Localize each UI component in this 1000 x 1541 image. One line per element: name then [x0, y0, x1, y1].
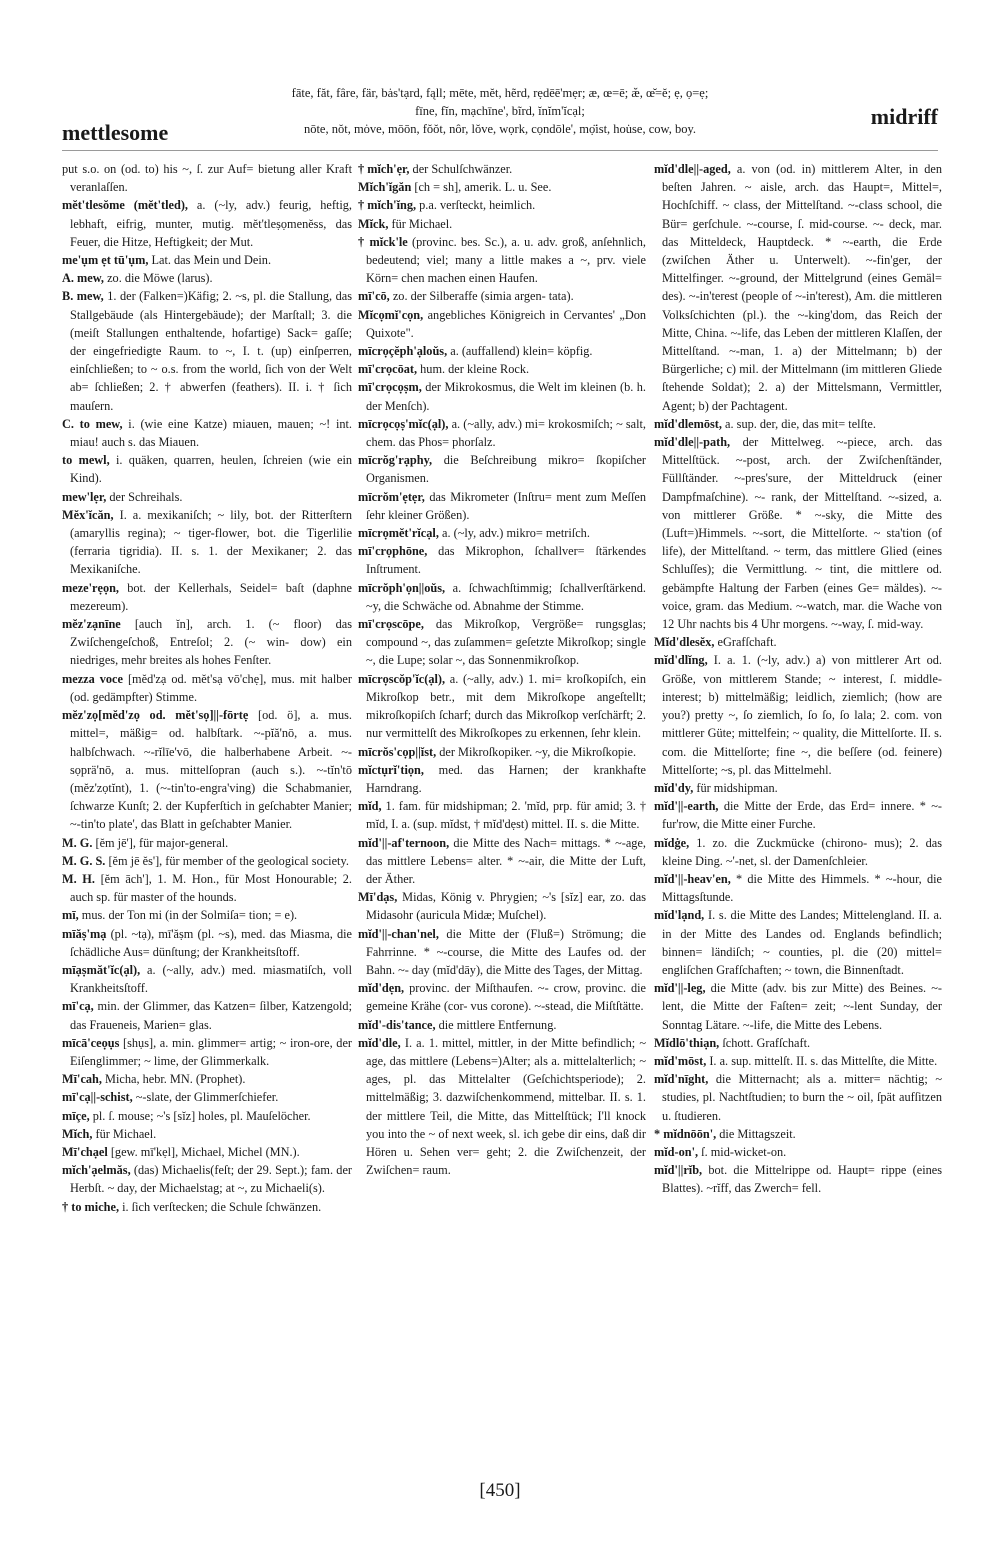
dictionary-entry [654, 779, 942, 797]
dictionary-entry [358, 615, 646, 670]
entry-headword: mĭctụrĭ'tiọn, [358, 762, 424, 777]
entry-headword: mĭd, [358, 799, 382, 814]
dictionary-entry [654, 906, 942, 979]
entry-definition: I. a. sup. mittelſt. II. s. das Mittelſte, die Mitte. [706, 1053, 938, 1068]
entry-definition: ~-slate, der Glimmerſchiefer. [132, 1090, 279, 1105]
dictionary-entry [62, 415, 352, 451]
entry-definition: [od. ö], a. mus. mittel=, mäßig= od. halbſtark. ~-pĭă'nō, a. mus. halbſchwach. ~-rĭlīe'vō, die halberhabene Arbeit. ~-sọprä'nō, a. mus. mittelſopran (auch s.). ~-tĭn'tō (mĕz'zọtĭnt), 1. (~-tin'to-engra'ving) die Schabmanier, ſchwarze Kunſt; 2. der Kupferſtich in geſchabter Manier; ~-tin'to plate', das Blatt in geſchabter Manier. [70, 708, 352, 832]
entry-definition: bot. der Kellerhals, Seidel= baſt (daphne mezereum). [70, 580, 352, 613]
entry-definition: i. ſich verſtecken; die Schule ſchwänzen. [119, 1199, 322, 1214]
entry-definition: a. (~ally, adv.) med. miasmatiſch, voll Krankheitsſtoff. [70, 962, 352, 996]
dictionary-entry [62, 160, 352, 196]
dictionary-entry [358, 1034, 646, 1180]
entry-definition: [ĕm āch'], 1. M. Hon., für Most Honourable; 2. auch sp. für master of the hounds. [70, 871, 352, 905]
dictionary-entry [358, 360, 646, 378]
entry-definition: das Mikroſkop, Vergröße= rungsglas; compound ~, das zuſammen= geſetzte Mikroſkop; single ~, die Lupe; solar ~, das Sonnenmikroſkop. [366, 617, 646, 668]
dictionary-entry [358, 233, 646, 288]
entry-headword: mĭd'||rĭb, [654, 1163, 703, 1178]
dictionary-entry [358, 670, 646, 743]
dictionary-entry [358, 415, 646, 451]
dictionary-entry [358, 797, 646, 833]
entry-definition: eGrafſchaft. [714, 635, 777, 650]
entry-headword: Mĭd'dlesĕx, [654, 635, 715, 650]
entry-definition: zo. der Silberaffe (simia argen- tata). [389, 289, 574, 304]
entry-definition: für Michael. [92, 1126, 157, 1141]
entry-headword: mĭd'mōst, [654, 1053, 707, 1068]
dictionary-entry [62, 870, 352, 906]
dictionary-entry [654, 633, 942, 651]
header-rule [62, 150, 938, 151]
entry-headword: † mĭch'ẹr, [358, 162, 410, 176]
entry-headword: mĭd'dy, [654, 780, 694, 795]
dictionary-entry [62, 488, 352, 506]
dictionary-column-3 [654, 160, 942, 1198]
dictionary-entry [358, 451, 646, 487]
entry-headword: to mewl, [62, 453, 110, 468]
entry-headword: † mĭch'ĭng, [358, 198, 417, 213]
dictionary-entry [654, 415, 942, 433]
pronunciation-key-line: nōte, nŏt, mȯve, mōōn, fŏŏt, nôr, lŏve, wọrk, cọndōle', mọ̈ist, hou̇se, cow, boy. [303, 122, 697, 136]
entry-headword: Mī'cah, [62, 1072, 102, 1087]
dictionary-entry [62, 269, 352, 287]
entry-definition: i. (wie eine Katze) miauen, mauen; ~! int. miau! auch s. das Miauen. [70, 416, 352, 450]
dictionary-entry [654, 834, 942, 870]
entry-definition: a. (~ally, adv.) mi= krokosmiſch; ~ salt, chem. das Phos= phorſalz. [366, 416, 646, 450]
entry-definition: a. (~ally, adv.) 1. mi= kroſkopiſch, ein Mikroſkop betr., mit dem Mikroſkope angeſtellt; mikroſkopiſch ſcharf; durch das Mikroſkop verſchärft; 2. nur vermittelſt des Mikroſkopes zu erkennen, ſehr klein. [366, 671, 646, 741]
entry-headword: mĭd'-dis'tance, [358, 1017, 436, 1032]
dictionary-entry [654, 797, 942, 833]
entry-definition: die Mitte des Nach= mittags. * ~-age, das mittlere Lebens= alter. * ~-air, die Mitte der Luft, der Äther. [366, 835, 646, 886]
entry-definition: 1. zo. die Zuckmücke (chirono- mus); 2. das kleine Ding. ~'-net, sl. der Damenſchleier. [662, 835, 942, 868]
entry-headword: Mĭch'ĭgăn [358, 180, 412, 195]
entry-headword: meze'rẹọn, [62, 580, 120, 595]
entry-headword: mī'crọscōpe, [358, 617, 424, 632]
entry-headword: mew'lẹr, [62, 489, 107, 504]
dictionary-entry [358, 378, 646, 414]
entry-definition: I. a. mexikaniſch; ~ lily, bot. der Ritterſtern (amaryllis regina); ~ tiger-flower, bot. die Tigerlilie (ferraria tigridia). II. s. 1. der Mexikaner; 2. das Mexikaniſche. [70, 507, 352, 577]
entry-headword: mīạṣmăt'ĭc(ạl), [62, 962, 141, 977]
dictionary-entry [358, 215, 646, 233]
entry-headword: Mĭch, [62, 1126, 93, 1141]
entry-headword: M. G. [62, 835, 93, 850]
entry-definition: zo. die Möwe (larus). [104, 271, 213, 286]
entry-definition: ſ. mid-wicket-on. [698, 1144, 787, 1159]
entry-definition: (pl. ~tạ), mī'ăṣm (pl. ~s), med. das Miasma, die ſchädliche Aus= dünſtung; der Krankheitsſtoff. [70, 926, 352, 959]
entry-definition: put s.o. on (od. to) his ~, ſ. zur Auf= bietung aller Kraft veranlaſſen. [62, 162, 352, 195]
dictionary-entry [358, 287, 646, 305]
dictionary-entry [654, 433, 942, 633]
entry-headword: mīcrŏs'cọp||ĭst, [358, 744, 437, 759]
dictionary-entry [358, 1016, 646, 1034]
dictionary-entry [358, 178, 646, 196]
entry-definition: pl. ſ. mouse; ~'s [sĭz] holes, pl. Mauſelöcher. [89, 1108, 311, 1123]
entry-definition: das Mikrometer (Inſtru= ment zum Meſſen ſehr kleiner Größen). [366, 489, 646, 522]
entry-definition: der Mikroſkopiker. ~y, die Mikroſkopie. [436, 744, 637, 759]
entry-headword: mĭd'dle||-path, [654, 435, 731, 450]
entry-headword: Mī'dạs, [358, 890, 398, 905]
entry-definition: [auch ĭn], arch. 1. (~ floor) das Zwiſchengeſchoß, Entreſol; 2. (~ win- dow) ein niedriges, mehr breites als hohes Fenſter. [70, 617, 352, 668]
entry-definition: für midshipman. [693, 780, 778, 795]
dictionary-entry [62, 1198, 352, 1216]
entry-definition: mus. der Ton mi (in der Solmiſa= tion; = e). [78, 908, 298, 923]
entry-headword: mĭd'dle||-aged, [654, 162, 731, 176]
entry-definition: a. (~ly, adv.) feurig, heftig, lebhaft, eifrig, munter, mutig. mĕt'tleṣọmenĕss, das Feuer, die Hitze, Heftigkeit; der Mut. [70, 198, 352, 249]
entry-definition: die Mitte der (Fluß=) Strömung; die Fahrrinne. * ~-course, die Mitte des Laufes od. der Bahn. ~- day (mĭd'dāy), die Mitte des Tages, der Mittag. [366, 926, 646, 977]
entry-headword: mĭd'||-leg, [654, 981, 706, 996]
entry-headword: mīcrŏm'ẹtẹr, [358, 489, 425, 504]
guide-word-right: midriff [870, 104, 938, 129]
entry-headword: mĭd'||-earth, [654, 799, 719, 814]
dictionary-entry [358, 579, 646, 615]
entry-headword: * mĭdnōōn', [654, 1126, 717, 1141]
entry-definition: angebliches Königreich in Cervantes' „Don Quixote". [366, 307, 646, 340]
entry-definition: die Mitte der Erde, das Erd= innere. * ~-fur'row, die Mitte einer Furche. [662, 799, 942, 832]
entry-definition: der Schreihals. [106, 489, 183, 504]
entry-definition: die Beſchreibung mikro= ſkopiſcher Organismen. [366, 453, 646, 486]
dictionary-entry [654, 1143, 942, 1161]
dictionary-entry [358, 834, 646, 889]
entry-definition: [shụs], a. min. glimmer= artig; ~ iron-ore, der Eiſenglimmer; ~ lime, der Glimmerkalk. [70, 1035, 352, 1068]
entry-definition: a. von (od. in) mittlerem Alter, in den beſten Jahren. ~ aisle, arch. das Haupt=, Mittel=, Hochſchiff. ~ class, der Mittelſtand. ~-class school, die Bür= gerſchule. ~-course, ſ. mid-course. ~- deck, mar. das Mitteldeck, Hauptdeck. * ~-earth, die Erde (zwiſchen Äther u. Unterwelt). ~-fin'ger, der Mittelfinger. ~-ground, der Mittelgrund (eines Gemäl= des). ~-in'terest (people of ~-in'terest), Am. die mittleren Volksſchichten (pl.). the ~-king'dom, das Reich der Mitte, China. ~-life, das Leben der mittleren Klaſſen, der Mittelſtand. ~-man, 1. a) der Mittelmann; b) der Bürgerliche; c) mil. der Mittelmann (im mittleren Gliede ſtehende Soldat); 2. a) der Mittelsmann, Vermittler, Agent; b) der Pachtagent. [662, 162, 942, 413]
entry-definition: bot. die Mittelrippe od. Haupt= rippe (eines Blattes). ~rĭff, das Zwerch= fell. [662, 1163, 942, 1196]
dictionary-entry [62, 1088, 352, 1106]
entry-headword: mī'crọcōat, [358, 362, 418, 377]
dictionary-entry [358, 488, 646, 524]
entry-definition: [ch = sh], amerik. L. u. See. [411, 180, 552, 195]
entry-headword: me'ụm ẹt tū'ụm, [62, 253, 149, 268]
entry-headword: mīçe, [62, 1108, 90, 1123]
dictionary-entry [62, 670, 352, 706]
dictionary-entry [358, 888, 646, 924]
entry-headword: mĭdġe, [654, 835, 690, 850]
entry-headword: mĕz'zọ[mĕd'zọ od. mĕt'sọ]||-fōrtẹ [62, 708, 249, 723]
dictionary-entry [358, 979, 646, 1015]
entry-definition: ſchott. Grafſchaft. [719, 1035, 811, 1050]
entry-headword: Mĭcọmĭ'cọn, [358, 307, 424, 322]
dictionary-entry [358, 342, 646, 360]
entry-headword: M. G. S. [62, 853, 106, 868]
entry-definition: [mĕd'zạ od. mĕt'sạ vō'chẹ], mus. mit halber (od. gedämpfter) Stimme. [70, 671, 352, 704]
dictionary-entry [62, 997, 352, 1033]
entry-definition: die mittlere Entfernung. [435, 1017, 557, 1032]
entry-headword: mīcrọcọṣ'mĭc(ạl), [358, 416, 449, 431]
entry-headword: mĭd'dẹn, [358, 981, 405, 996]
dictionary-entry [62, 451, 352, 487]
entry-headword: mī'cō, [358, 289, 390, 304]
entry-headword: mĕz'zạnīne [62, 617, 121, 632]
dictionary-entry [62, 906, 352, 924]
entry-headword: mī, [62, 908, 79, 923]
dictionary-entry [62, 925, 352, 961]
dictionary-entry [358, 160, 646, 178]
entry-definition: hum. der kleine Rock. [417, 362, 530, 377]
dictionary-entry [62, 961, 352, 997]
entry-definition: Micha, hebr. MN. (Prophet). [101, 1072, 246, 1087]
entry-headword: † to miche, [62, 1199, 120, 1214]
dictionary-entry [654, 160, 942, 415]
dictionary-entry [654, 651, 942, 778]
entry-definition: die Mittagszeit. [716, 1126, 796, 1141]
entry-headword: † mĭck'le [358, 234, 408, 249]
dictionary-entry [654, 1052, 942, 1070]
dictionary-entry [62, 1107, 352, 1125]
entry-definition: der Mittelweg. ~-piece, arch. das Mittelſtück. ~-post, arch. der Zwiſchenſtänder, Füllſtänder. ~-pres'sure, der Mitteldruck (einer Dampfmaſchine). ~- rank, der Mittelſtand. ~-sized, a. von mittlerer Größe. * ~-sky, die Mitte des (Luft=)Himmels. ~-sort, die Mittelſorte. ~ sta'tion (of life), der Mittelſtand. ~ term, das mittlere Glied (eines Schluſſes); die Vermittlung. ~ tint, die mittlere od. gebämpfte Haltung der Farben (eines Ge= mäldes). ~-voice, gram. das Medium. ~-watch, mar. die Wache von 12 Uhr nachts bis 4 Uhr morgens. ~-way, ſ. mid-way. [662, 435, 942, 632]
dictionary-column-2 [358, 160, 646, 1179]
dictionary-entry [62, 579, 352, 615]
entry-headword: mī'crọphōne, [358, 544, 428, 559]
entry-definition: I. a. 1. mittel, mittler, in der Mitte befindlich; ~ age, das mittlere (Lebens=)Alter; als a. mittelalterlich; ~ ages, pl. das Mittelalter (Geſchichtsperiode); 2. mittelmäßig; 3. dazwiſchenkommend, mittelbar. II. s. 1. der mittlere Teil, die Mitte, das Mittelſtück; I'll knock you into the ~ of next week, sl. ich gebe dir eins, daß dir Hören u. Sehen ver= geht; 2. die Zwiſchenzeit, der Zwiſchen= raum. [366, 1035, 646, 1178]
entry-headword: Mĭdlō'thiạn, [654, 1035, 720, 1050]
dictionary-entry [62, 1143, 352, 1161]
dictionary-entry [62, 1070, 352, 1088]
dictionary-entry [358, 542, 646, 578]
entry-definition: min. der Glimmer, das Katzen= ſilber, Katzengold; das Fraueneis, Marien= glas. [70, 999, 352, 1032]
entry-headword: mĭd'||-heav'en, [654, 871, 731, 886]
entry-headword: mīăṣ'mạ [62, 926, 107, 941]
pronunciation-key [200, 84, 800, 138]
entry-definition: Midas, König v. Phrygien; ~'s [sĭz] ear, zo. das Midasohr (auricula Midæ; Muſchel). [366, 890, 646, 923]
dictionary-entry [358, 524, 646, 542]
dictionary-entry [62, 1161, 352, 1197]
dictionary-entry [62, 852, 352, 870]
entry-headword: mĭd'nīght, [654, 1072, 709, 1087]
entry-headword: B. mew, [62, 289, 104, 304]
entry-headword: mīcrọçĕph'ạloŭs, [358, 344, 448, 359]
dictionary-entry [358, 196, 646, 214]
entry-definition: (das) Michaelis(feſt; der 29. Sept.); fam. der Herbſt. ~ day, der Michaelstag; at ~, zu Michaeli(s). [70, 1163, 352, 1196]
dictionary-entry [654, 1161, 942, 1197]
entry-definition: I. a. 1. (~ly, adv.) a) von mittlerer Art od. Größe, von mittlerem Stande; ~ interest, ſ. middle-interest; b) mittelmäßig; leidlich, ziemlich; (how are you?) pretty ~, ſo ziemlich, ſo ſo, ſo lala; 2. com. von mittlerer Güte; mittelfein; ~ quality, die Mittelſorte. II. s. com. die Mittelſorte; fine ~, die beſſere (od. feinere) Mittelſorte; ~s, pl. das Mittelmehl. [662, 653, 942, 777]
entry-headword: Mī'chạel [62, 1144, 108, 1159]
entry-definition: das Mikrophon, ſchallver= ſtärkendes Inſtrument. [366, 544, 646, 577]
dictionary-entry [62, 1125, 352, 1143]
entry-definition: der Schulſchwänzer. [409, 162, 513, 176]
pronunciation-key-line: fīne, fĭn, mạchīne', bĩrd, ĭnĭm'ĭcạl; [415, 104, 585, 118]
dictionary-entry [62, 251, 352, 269]
dictionary-entry [654, 870, 942, 906]
dictionary-entry [62, 506, 352, 579]
entry-headword: mĭd'||-af'ternoon, [358, 835, 450, 850]
dictionary-entry [62, 615, 352, 670]
dictionary-entry [62, 1034, 352, 1070]
dictionary-entry [654, 1125, 942, 1143]
dictionary-entry [62, 196, 352, 251]
entry-headword: mīcā'ceọụs [62, 1035, 120, 1050]
entry-headword: mīcrọmĕt'rĭcạl, [358, 526, 439, 541]
entry-headword: mī'cạ, [62, 999, 94, 1014]
pronunciation-key-line: fāte, făt, fâre, fär, bȧs'tạrd, fąll; mēte, mĕt, hẽrd, rẹdēē'mẹr; æ, œ=ē; æ̆, œ̆=ĕ; ẹ, ọ=ẹ; [291, 86, 709, 100]
entry-headword: mĭd-on', [654, 1144, 699, 1159]
dictionary-entry [654, 979, 942, 1034]
entry-definition: i. quäken, quarren, heulen, ſchreien (wie ein Kind). [70, 453, 353, 486]
entry-headword: Mĕx'ĭcăn, [62, 507, 114, 522]
entry-headword: M. H. [62, 871, 95, 886]
entry-definition: für Michael. [388, 216, 453, 231]
entry-headword: mezza voce [62, 671, 123, 686]
entry-definition: 1. der (Falken=)Käfig; 2. ~s, pl. die Stallung, das Stallgebäude (als Hintergebäude); der Marſtall; 3. die (meiſt Stallungen enthaltende, hofartige) Sack= gaſſe; der eingefriedigte Raum. to ~, I. t. (up) einſperren, einſchließen; to ~ o.s. from the world, ſich von der Welt ab= ſchließen; 2. † abwerfen (feathers). II. i. † ſich mauſern. [70, 289, 352, 413]
entry-definition: (provinc. bes. Sc.), a. u. adv. groß, anſehnlich, bedeutend; viel; many a little makes a ~, prv. viele Körn= chen machen einen Haufen. [366, 234, 646, 286]
entry-definition: I. s. die Mitte des Landes; Mittelengland. II. a. in der Mitte des Landes od. Englands befindlich; binnen= ländiſch; ~ counties, pl. die (20) mittel= engliſchen Grafſchaften; ~ town, die Binnenſtadt. [662, 908, 942, 977]
entry-definition: [ĕm jē ĕs'], für member of the geological society. [105, 853, 349, 868]
entry-headword: mī'cạ||-schist, [62, 1090, 133, 1105]
entry-definition: [ĕm jē'], für major-general. [92, 835, 229, 850]
page-number: [450] [479, 1480, 521, 1501]
entry-headword: mī'crọcọṣm, [358, 380, 422, 395]
entry-definition: a. sup. der, die, das mit= telſte. [721, 416, 876, 431]
entry-headword: mĭd'dlemōst, [654, 416, 722, 431]
entry-definition: p.a. verſteckt, heimlich. [416, 198, 536, 213]
entry-definition: med. das Harnen; der krankhafte Harndrang. [366, 762, 646, 795]
dictionary-entry [358, 306, 646, 342]
dictionary-entry [358, 925, 646, 980]
entry-headword: C. to mew, [62, 416, 123, 431]
entry-headword: Mĭck, [358, 216, 389, 231]
entry-definition: * die Mitte des Himmels. * ~-hour, die Mittagsſtunde. [662, 871, 942, 905]
dictionary-entry [62, 287, 352, 414]
entry-headword: mĭd'dle, [358, 1035, 401, 1050]
dictionary-column-1 [62, 160, 352, 1216]
entry-definition: 1. fam. für midshipman; 2. 'mĭd, prp. für amid; 3. † mĭd, I. a. (sup. mĭdst, † mĭd'dẹst) mittel. II. s. die Mitte. [366, 799, 646, 832]
entry-definition: [gew. mī'kẹl], Michael, Michel (MN.). [107, 1144, 300, 1159]
entry-headword: mīcrŏph'ọn||oŭs, [358, 580, 446, 595]
entry-definition: der Mikrokosmus, die Welt im kleinen (b. h. der Menſch). [366, 380, 646, 413]
entry-definition: a. (~ly, adv.) mikro= metriſch. [438, 526, 590, 541]
entry-headword: mĭd'||-chan'nel, [358, 926, 439, 941]
entry-headword: mīcrŏg'rạphy, [358, 453, 433, 468]
dictionary-entry [62, 834, 352, 852]
entry-definition: die Mitte (adv. bis zur Mitte) des Beines. ~-lent, die Mitte der Faſten= zeit; ~-lent Sunday, der Sonntag Lätare. ~-life, die Mitte des Lebens. [662, 981, 942, 1032]
entry-headword: mĭd'dlĭng, [654, 653, 708, 668]
dictionary-entry [654, 1070, 942, 1125]
dictionary-entry [358, 761, 646, 797]
dictionary-entry [654, 1034, 942, 1052]
entry-headword: mĕt'tlesŏme (mĕt'tled), [62, 198, 189, 213]
entry-definition: provinc. der Miſthaufen. ~- crow, provinc. die gemeine Krähe (cor- vus corone). ~-stead, die Miſtſtätte. [366, 981, 646, 1014]
entry-headword: mĭch'ạelmăs, [62, 1163, 131, 1178]
entry-headword: A. mew, [62, 271, 105, 286]
guide-word-left: mettlesome [62, 120, 169, 145]
entry-definition: Lat. das Mein und Dein. [148, 253, 272, 268]
entry-headword: mĭd'lạnd, [654, 908, 705, 923]
entry-headword: mīcrọscŏp'ĭc(ạl), [358, 671, 446, 686]
entry-definition: die Mitternacht; als a. mitter= nächtig; ~ studies, pl. Nachtſtudien; to burn the ~ oil, ſpät aufſitzen u. ſtudieren. [662, 1072, 942, 1123]
entry-definition: a. ſchwachſtimmig; ſchallverſtärkend. ~y, die Schwäche od. Abnahme der Stimme. [366, 580, 646, 613]
entry-definition: a. (auffallend) klein= köpfig. [447, 344, 593, 359]
dictionary-entry [62, 706, 352, 833]
dictionary-entry [358, 743, 646, 761]
